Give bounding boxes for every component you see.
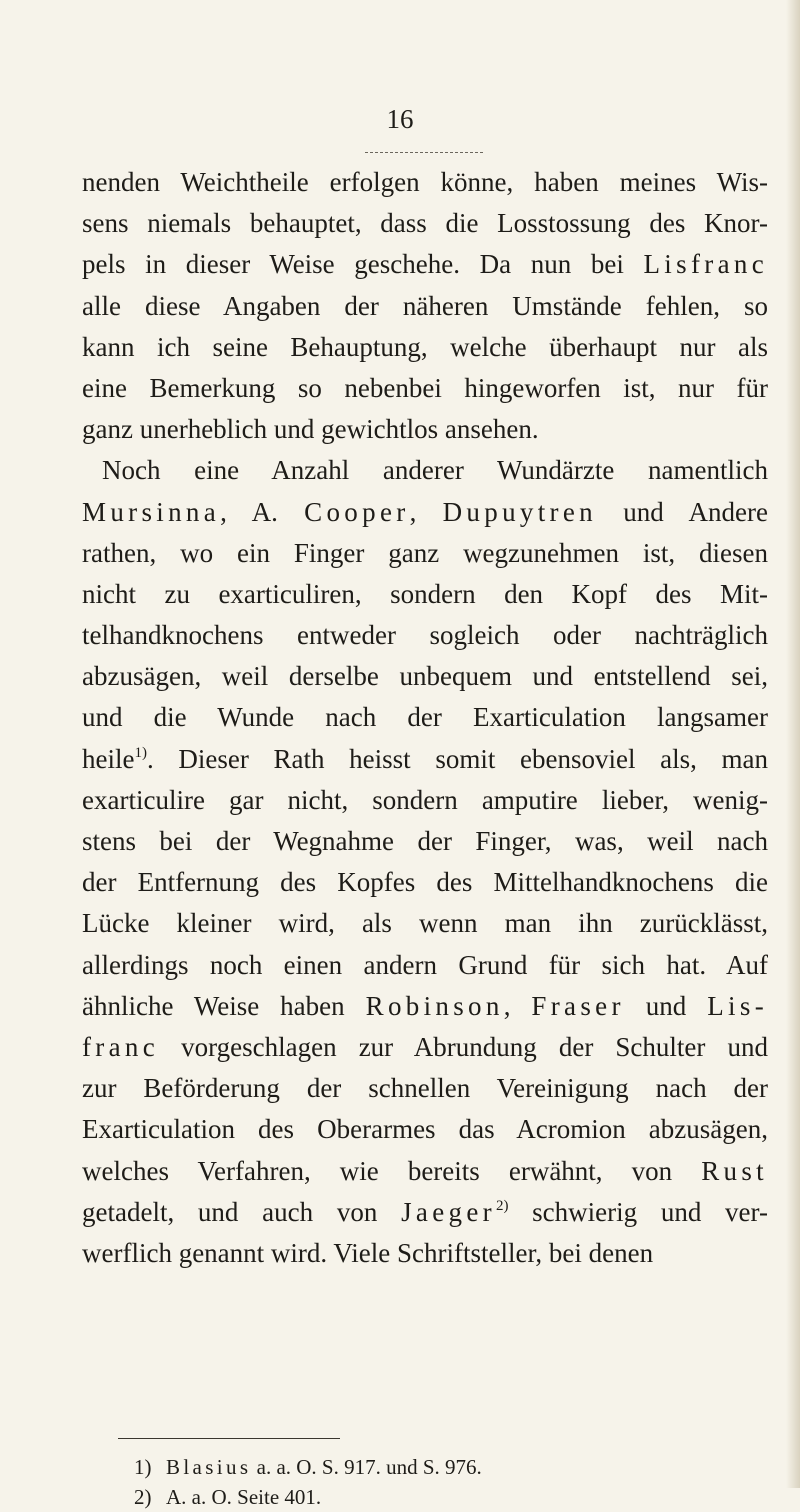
footnotes [134,1452,754,1512]
text-line [82,368,768,409]
text-line [82,945,768,986]
text-run: vorgeschlagen zur Abrundung der Schulter und [159,1031,768,1062]
footnote-text: a. a. O. S. 917. und S. 976. [251,1455,482,1479]
person-name: Fraser [531,990,625,1021]
text-run: Noch eine Anzahl anderer Wundärzte namentlich [102,455,768,486]
text-run: pels in dieser Weise geschehe. Da nun bei [82,249,644,280]
text-line [82,286,768,327]
text-run: sens niemals behauptet, dass die Losstossung des Knor- [82,208,768,239]
text-line [82,244,768,285]
text-line [82,697,768,738]
person-name: Lisfranc [643,249,768,280]
text-line [82,1233,768,1274]
text-run: und die Wunde nach der Exarticulation langsamer [82,702,768,733]
text-line [82,862,768,903]
text-line [82,903,768,944]
footnote-text: A. a. O. Seite 401. [166,1485,322,1509]
text-run: Lücke kleiner wird, als wenn man ihn zurücklässt, [82,908,768,939]
text-run: , [503,990,532,1021]
text-line [82,780,768,821]
footnote-reference: 1) [134,744,147,761]
text-line [82,533,768,574]
text-run: kann ich seine Behauptung, welche überhaupt nur als [82,331,768,362]
text-line [82,327,768,368]
text-line [82,1027,768,1068]
text-run: ähnliche Weise haben [82,990,366,1021]
text-line [82,656,768,697]
footnote [134,1452,754,1482]
text-line [82,986,768,1027]
person-name: Dupuytren [442,496,597,527]
text-run: schwierig und ver- [508,1196,768,1227]
person-name: Robinson [365,990,504,1021]
text-line [82,739,768,780]
text-run: werflich genannt wird. Viele Schriftsteller, bei denen [82,1237,654,1268]
text-run: alle diese Angaben der näheren Umstände fehlen, so [82,290,768,321]
text-run: allerdings noch einen andern Grund für sich hat. Auf [82,949,768,980]
text-line [82,574,768,615]
text-line [82,615,768,656]
person-name: Mursinna [82,496,221,527]
footnote-author: Blasius [166,1455,252,1479]
text-run: ganz unerheblich und gewichtlos ansehen. [82,414,539,445]
text-run: getadelt, und auch von [82,1196,402,1227]
header-rule [365,152,483,153]
text-line [82,409,768,450]
body-text [82,162,768,1274]
text-run: eine Bemerkung so nebenbei hingeworfen ist, nur für [82,372,768,403]
text-line [82,203,768,244]
text-run: nenden Weichtheile erfolgen könne, haben meines Wis- [82,167,768,197]
text-run: stens bei der Wegnahme der Finger, was, weil nach [82,826,768,856]
text-run: heile [82,743,135,774]
text-run: abzusägen, weil derselbe unbequem und entstellend sei, [82,661,768,692]
text-run: der Entfernung des Kopfes des Mittelhandknochens die [82,867,768,898]
text-run: und Andere [596,496,769,527]
text-line [82,1151,768,1192]
person-name: Cooper [304,496,410,527]
footnote-reference: 2) [495,1197,509,1214]
text-run: , A. [220,496,305,527]
page-number: 16 [386,104,414,134]
person-name: Jaeger [401,1196,496,1227]
text-line [82,1109,768,1150]
text-run: telhandknochens entweder sogleich oder nachträglich [82,620,768,651]
footnote-rule [118,1438,340,1439]
footnote [134,1482,754,1512]
text-line [82,492,768,533]
person-name: franc [82,1031,160,1062]
footnote-mark: 1) [134,1455,152,1479]
text-run: und [624,990,708,1021]
text-run: exarticulire gar nicht, sondern amputire lieber, wenig- [82,784,768,815]
text-line [82,162,768,203]
text-line [82,1192,768,1233]
text-line [82,450,768,491]
text-line [82,1068,768,1109]
page-edge [786,0,800,1488]
text-run: nicht zu exarticuliren, sondern den Kopf des Mit- [82,578,768,609]
text-run: Exarticulation des Oberarmes das Acromion abzusägen, [82,1114,768,1145]
text-run: rathen, wo ein Finger ganz wegzunehmen ist, diesen [82,537,768,568]
text-run: zur Beförderung der schnellen Vereinigung nach der [82,1073,768,1104]
footnote-mark: 2) [134,1485,152,1509]
text-run: , [409,496,443,527]
text-line [82,821,768,862]
text-run: . Dieser Rath heisst somit ebensoviel als, man [146,743,768,774]
person-name: Rust [701,1155,768,1186]
text-run: welches Verfahren, wie bereits erwähnt, von [82,1155,702,1186]
person-name: Lis- [707,990,769,1021]
